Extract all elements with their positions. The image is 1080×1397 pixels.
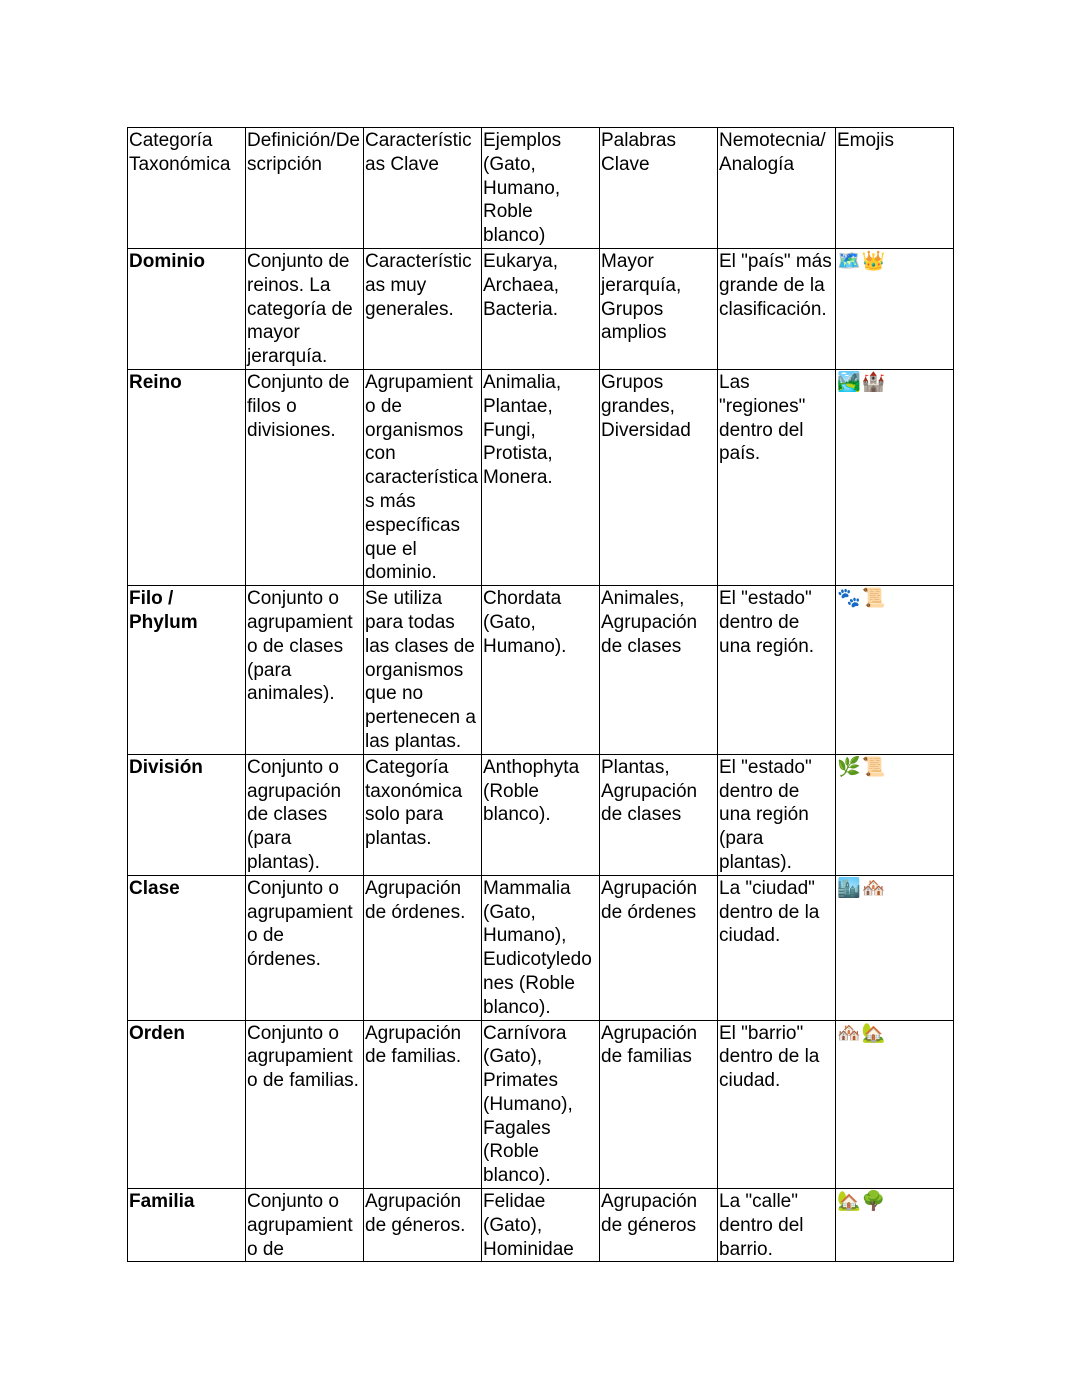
cell-caracteristicas: Categoría taxonómica solo para plantas. (364, 754, 482, 875)
cell-palabras: Grupos grandes, Diversidad (600, 369, 718, 585)
header-categoria: Categoría Taxonómica (128, 128, 246, 249)
cell-definicion: Conjunto o agrupamiento de órdenes. (246, 875, 364, 1020)
cell-categoria: Dominio (128, 248, 246, 369)
header-caracteristicas: Características Clave (364, 128, 482, 249)
cell-caracteristicas: Características muy generales. (364, 248, 482, 369)
cell-ejemplos: Eukarya, Archaea, Bacteria. (482, 248, 600, 369)
table-row (128, 1020, 954, 1189)
header-nemotecnia: Nemotecnia/ Analogía (718, 128, 836, 249)
table-header-row (128, 128, 954, 249)
cell-emojis: 🌿📜 (836, 754, 954, 875)
cell-categoria: Filo / Phylum (128, 586, 246, 755)
cell-emojis: 🏘️🏡 (836, 1020, 954, 1189)
cell-caracteristicas: Agrupación de géneros. (364, 1189, 482, 1262)
cell-palabras: Agrupación de órdenes (600, 875, 718, 1020)
table-row (128, 754, 954, 875)
cell-ejemplos: Animalia, Plantae, Fungi, Protista, Monera. (482, 369, 600, 585)
cell-nemotecnia: El "estado" dentro de una región. (718, 586, 836, 755)
cell-nemotecnia: El "estado" dentro de una región (para plantas). (718, 754, 836, 875)
cell-ejemplos: Carnívora (Gato), Primates (Humano), Fagales (Roble blanco). (482, 1020, 600, 1189)
cell-definicion: Conjunto o agrupamiento de familias. (246, 1020, 364, 1189)
cell-nemotecnia: Las "regiones" dentro del país. (718, 369, 836, 585)
header-ejemplos: Ejemplos (Gato, Humano, Roble blanco) (482, 128, 600, 249)
header-palabras: Palabras Clave (600, 128, 718, 249)
cell-ejemplos: Felidae (Gato), Hominidae (482, 1189, 600, 1262)
table-row (128, 369, 954, 585)
cell-caracteristicas: Se utiliza para todas las clases de organismos que no pertenecen a las plantas. (364, 586, 482, 755)
cell-ejemplos: Mammalia (Gato, Humano), Eudicotyledones (Roble blanco). (482, 875, 600, 1020)
cell-palabras: Animales, Agrupación de clases (600, 586, 718, 755)
cell-nemotecnia: El "país" más grande de la clasificación. (718, 248, 836, 369)
cell-ejemplos: Anthophyta (Roble blanco). (482, 754, 600, 875)
header-emojis: Emojis (836, 128, 954, 249)
cell-nemotecnia: La "calle" dentro del barrio. (718, 1189, 836, 1262)
cell-categoria: Reino (128, 369, 246, 585)
cell-definicion: Conjunto o agrupamiento de clases (para animales). (246, 586, 364, 755)
table-row (128, 586, 954, 755)
header-definicion: Definición/Descripción (246, 128, 364, 249)
cell-caracteristicas: Agrupación de familias. (364, 1020, 482, 1189)
cell-definicion: Conjunto o agrupación de clases (para plantas). (246, 754, 364, 875)
cell-emojis: 🏡🌳 (836, 1189, 954, 1262)
cell-categoria: División (128, 754, 246, 875)
cell-categoria: Familia (128, 1189, 246, 1262)
cell-nemotecnia: El "barrio" dentro de la ciudad. (718, 1020, 836, 1189)
cell-palabras: Plantas, Agrupación de clases (600, 754, 718, 875)
cell-caracteristicas: Agrupamiento de organismos con características más específicas que el dominio. (364, 369, 482, 585)
cell-palabras: Agrupación de géneros (600, 1189, 718, 1262)
cell-nemotecnia: La "ciudad" dentro de la ciudad. (718, 875, 836, 1020)
cell-emojis: 🐾📜 (836, 586, 954, 755)
cell-emojis: 🏞️🏰 (836, 369, 954, 585)
table-row (128, 1189, 954, 1262)
table-row (128, 248, 954, 369)
cell-emojis: 🗺️👑 (836, 248, 954, 369)
taxonomy-table (127, 127, 954, 1262)
cell-palabras: Agrupación de familias (600, 1020, 718, 1189)
table-row (128, 875, 954, 1020)
cell-categoria: Clase (128, 875, 246, 1020)
cell-palabras: Mayor jerarquía, Grupos amplios (600, 248, 718, 369)
cell-definicion: Conjunto o agrupamiento de (246, 1189, 364, 1262)
cell-definicion: Conjunto de filos o divisiones. (246, 369, 364, 585)
cell-definicion: Conjunto de reinos. La categoría de mayor jerarquía. (246, 248, 364, 369)
cell-emojis: 🏙️🏘️ (836, 875, 954, 1020)
cell-caracteristicas: Agrupación de órdenes. (364, 875, 482, 1020)
cell-ejemplos: Chordata (Gato, Humano). (482, 586, 600, 755)
cell-categoria: Orden (128, 1020, 246, 1189)
